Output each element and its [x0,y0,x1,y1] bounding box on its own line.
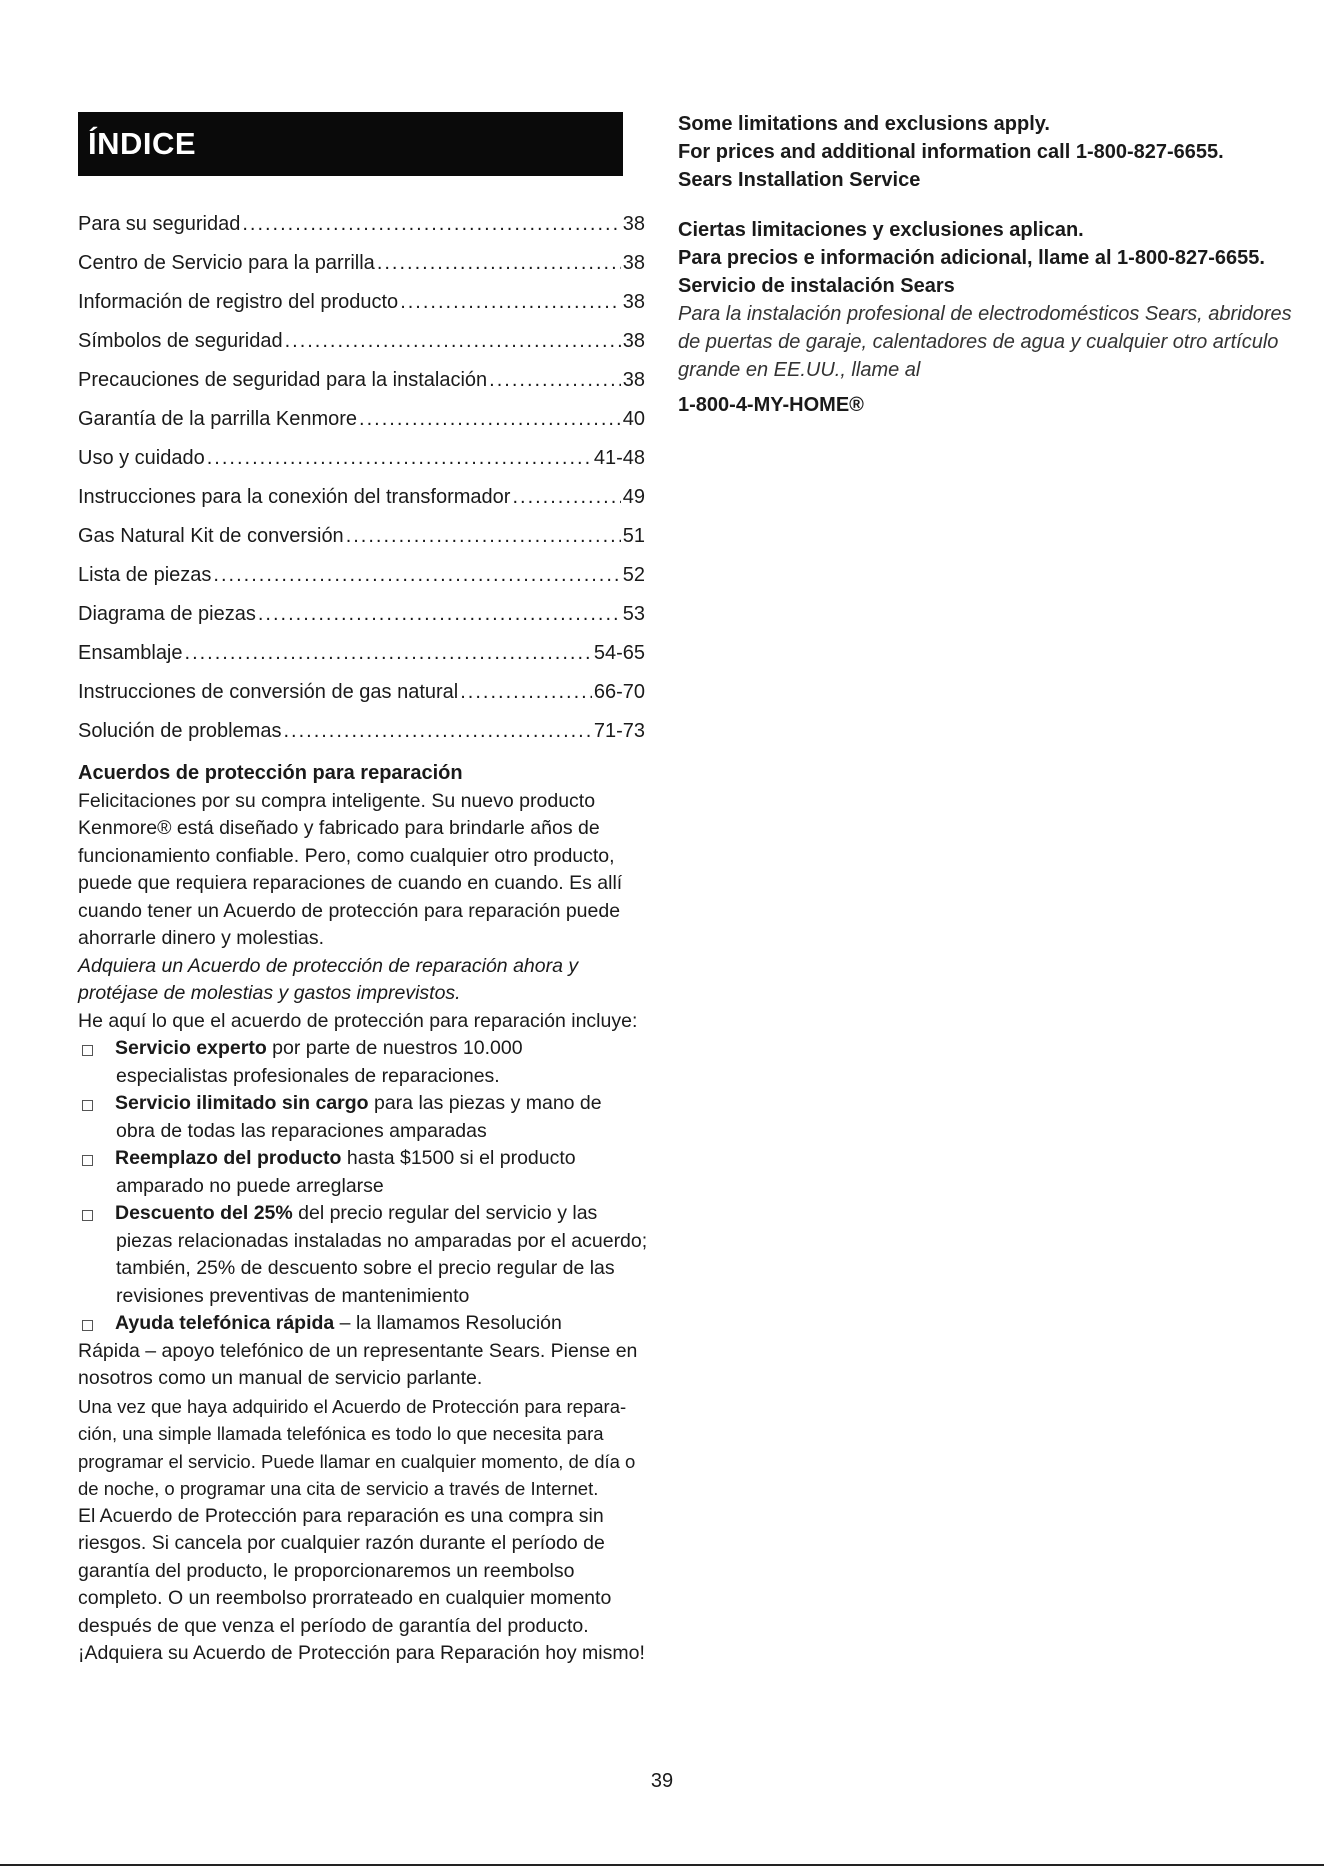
bullet-text: por parte de nuestros 10.000 [266,1037,523,1059]
toc-title: Instrucciones de conversión de gas natural [78,681,459,703]
toc-page: 52 [622,564,645,586]
installation-spanish [678,216,1308,384]
toc-title: Información de registro del producto [78,291,399,313]
index-header [78,112,623,176]
checkbox-icon [82,1210,93,1221]
toc-leader [460,680,592,704]
toc-entry[interactable] [78,251,645,290]
table-of-contents [78,212,645,758]
toc-leader [242,212,620,236]
toc-title: Uso y cuidado [78,447,205,469]
bullet-item [78,1035,648,1063]
bullet-bold: Ayuda telefónica rápida [115,1312,335,1334]
toc-entry[interactable] [78,680,645,719]
toc-leader [283,719,591,743]
toc-page: 41-48 [593,447,645,469]
toc-leader [207,446,592,470]
protection-section [78,760,648,1668]
toc-leader [489,368,621,392]
toc-leader [185,641,592,665]
servicio-line: Servicio de instalación Sears [678,275,955,297]
toc-title: Gas Natural Kit de conversión [78,525,344,547]
toc-entry[interactable] [78,641,645,680]
left-column [78,112,648,1668]
bullet-text: para las piezas y mano de [368,1092,602,1114]
protection-heading: Acuerdos de protección para reparación [78,762,463,784]
toc-page: 38 [622,252,645,274]
toc-title: Garantía de la parrilla Kenmore [78,408,358,430]
toc-title: Instrucciones para la conexión del transformador [78,486,511,508]
toc-leader [346,524,621,548]
protection-italic: Adquiera un Acuerdo de protección de reparación ahora y protéjase de molestias y gastos imprevistos. [78,954,579,1004]
toc-title: Para su seguridad [78,213,241,235]
toc-page: 51 [622,525,645,547]
toc-entry[interactable] [78,407,645,446]
bullet-bold: Servicio experto [115,1037,267,1059]
protection-intro: Felicitaciones por su compra inteligente. Su nuevo producto Kenmore® está diseñado y fabricado para brindarle años de funcionamiento confiable. Pero, como cualquier otro producto, puede que requiera reparaciones de cuando en cuando. Es allí cuando tener un Acuerdo de protección para reparación puede ahorrarle dinero y molestias. [78,789,623,949]
protection-para-2: Una vez que haya adquirido el Acuerdo de Protección para repara- ción, una simple llamada telefónica es todo lo que necesita para programar el servicio. Puede llamar en cualquier momento, de día o de noche, o programar una cita de servicio a través de Internet. [78,1395,636,1499]
toc-entry[interactable] [78,368,645,407]
bullet-continuation: obra de todas las reparaciones amparadas [116,1119,487,1142]
bullet-continuation: especialistas profesionales de reparaciones. [116,1064,500,1087]
toc-entry[interactable] [78,290,645,329]
bullet-continuation: Rápida – apoyo telefónico de un representante Sears. Piense en nosotros como un manual de servicio parlante. [78,1339,638,1389]
right-column [678,110,1308,420]
toc-entry[interactable] [78,719,645,758]
toc-page: 40 [622,408,645,430]
bullet-text: del precio regular del servicio y las [292,1202,598,1224]
protection-para-3: El Acuerdo de Protección para reparación es una compra sin riesgos. Si cancela por cualquier razón durante el período de garantía del producto, le proporcionaremos un reembolso completo. O un reembolso prorrateado en cualquier momento después de que venza el período de garantía del producto. [78,1504,612,1637]
toc-page: 53 [622,603,645,625]
prices-line: For prices and additional information call 1-800-827-6655. [678,141,1224,163]
checkbox-icon [82,1155,93,1166]
limitaciones-line: Ciertas limitaciones y exclusiones aplican. [678,219,1084,241]
page-number: 39 [650,1770,674,1792]
toc-entry[interactable] [78,563,645,602]
installation-service-line: Sears Installation Service [678,169,921,191]
toc-leader [213,563,620,587]
toc-page: 38 [622,213,645,235]
bullet-continuation: piezas relacionadas instaladas no amparadas por el acuerdo; también, 25% de descuento sobre el precio regular de las revisiones preventivas de mantenimiento [116,1229,648,1307]
bullet-item [78,1145,648,1173]
toc-title: Solución de problemas [78,720,282,742]
checkbox-icon [82,1045,93,1056]
toc-page: 54-65 [593,642,645,664]
bottom-rule [0,1864,1324,1866]
toc-entry[interactable] [78,524,645,563]
instalacion-italic: Para la instalación profesional de electrodomésticos Sears, abridores de puertas de garaje, calentadores de agua y cualquier otro artículo grande en EE.UU., llame al [678,303,1292,381]
toc-entry[interactable] [78,485,645,524]
phone-number: 1-800-4-MY-HOME® [678,394,864,416]
toc-title: Precauciones de seguridad para la instalación [78,369,488,391]
toc-leader [377,251,621,275]
toc-title: Diagrama de piezas [78,603,256,625]
bullet-item [78,1310,648,1338]
toc-leader [512,485,620,509]
toc-title: Ensamblaje [78,642,183,664]
checkbox-icon [82,1320,93,1331]
precios-line: Para precios e información adicional, llame al 1-800-827-6655. [678,247,1265,269]
toc-page: 66-70 [593,681,645,703]
bullet-item [78,1200,648,1228]
toc-title: Lista de piezas [78,564,212,586]
toc-page: 38 [622,369,645,391]
toc-page: 49 [622,486,645,508]
toc-entry[interactable] [78,446,645,485]
checkbox-icon [82,1100,93,1111]
toc-entry[interactable] [78,212,645,251]
toc-leader [359,407,621,431]
bullet-bold: Reemplazo del producto [115,1147,342,1169]
limitations-line: Some limitations and exclusions apply. [678,113,1050,135]
protection-includes: He aquí lo que el acuerdo de protección para reparación incluye: [78,1009,638,1032]
toc-page: 38 [622,330,645,352]
installation-english [678,110,1308,194]
bullet-item [78,1090,648,1118]
protection-para-4: ¡Adquiera su Acuerdo de Protección para Reparación hoy mismo! [78,1642,645,1664]
toc-leader [400,290,621,314]
toc-leader [258,602,621,626]
bullet-text: hasta $1500 si el producto [341,1147,576,1169]
toc-page: 71-73 [593,720,645,742]
toc-entry[interactable] [78,329,645,368]
toc-title: Símbolos de seguridad [78,330,283,352]
bullet-text: – la llamamos Resolución [334,1312,562,1334]
toc-title: Centro de Servicio para la parrilla [78,252,375,274]
toc-entry[interactable] [78,602,645,641]
index-title: ÍNDICE [88,126,197,161]
bullet-continuation: amparado no puede arreglarse [116,1174,384,1197]
bullet-bold: Servicio ilimitado sin cargo [115,1092,369,1114]
toc-page: 38 [622,291,645,313]
bullet-bold: Descuento del 25% [115,1202,293,1224]
toc-leader [285,329,621,353]
